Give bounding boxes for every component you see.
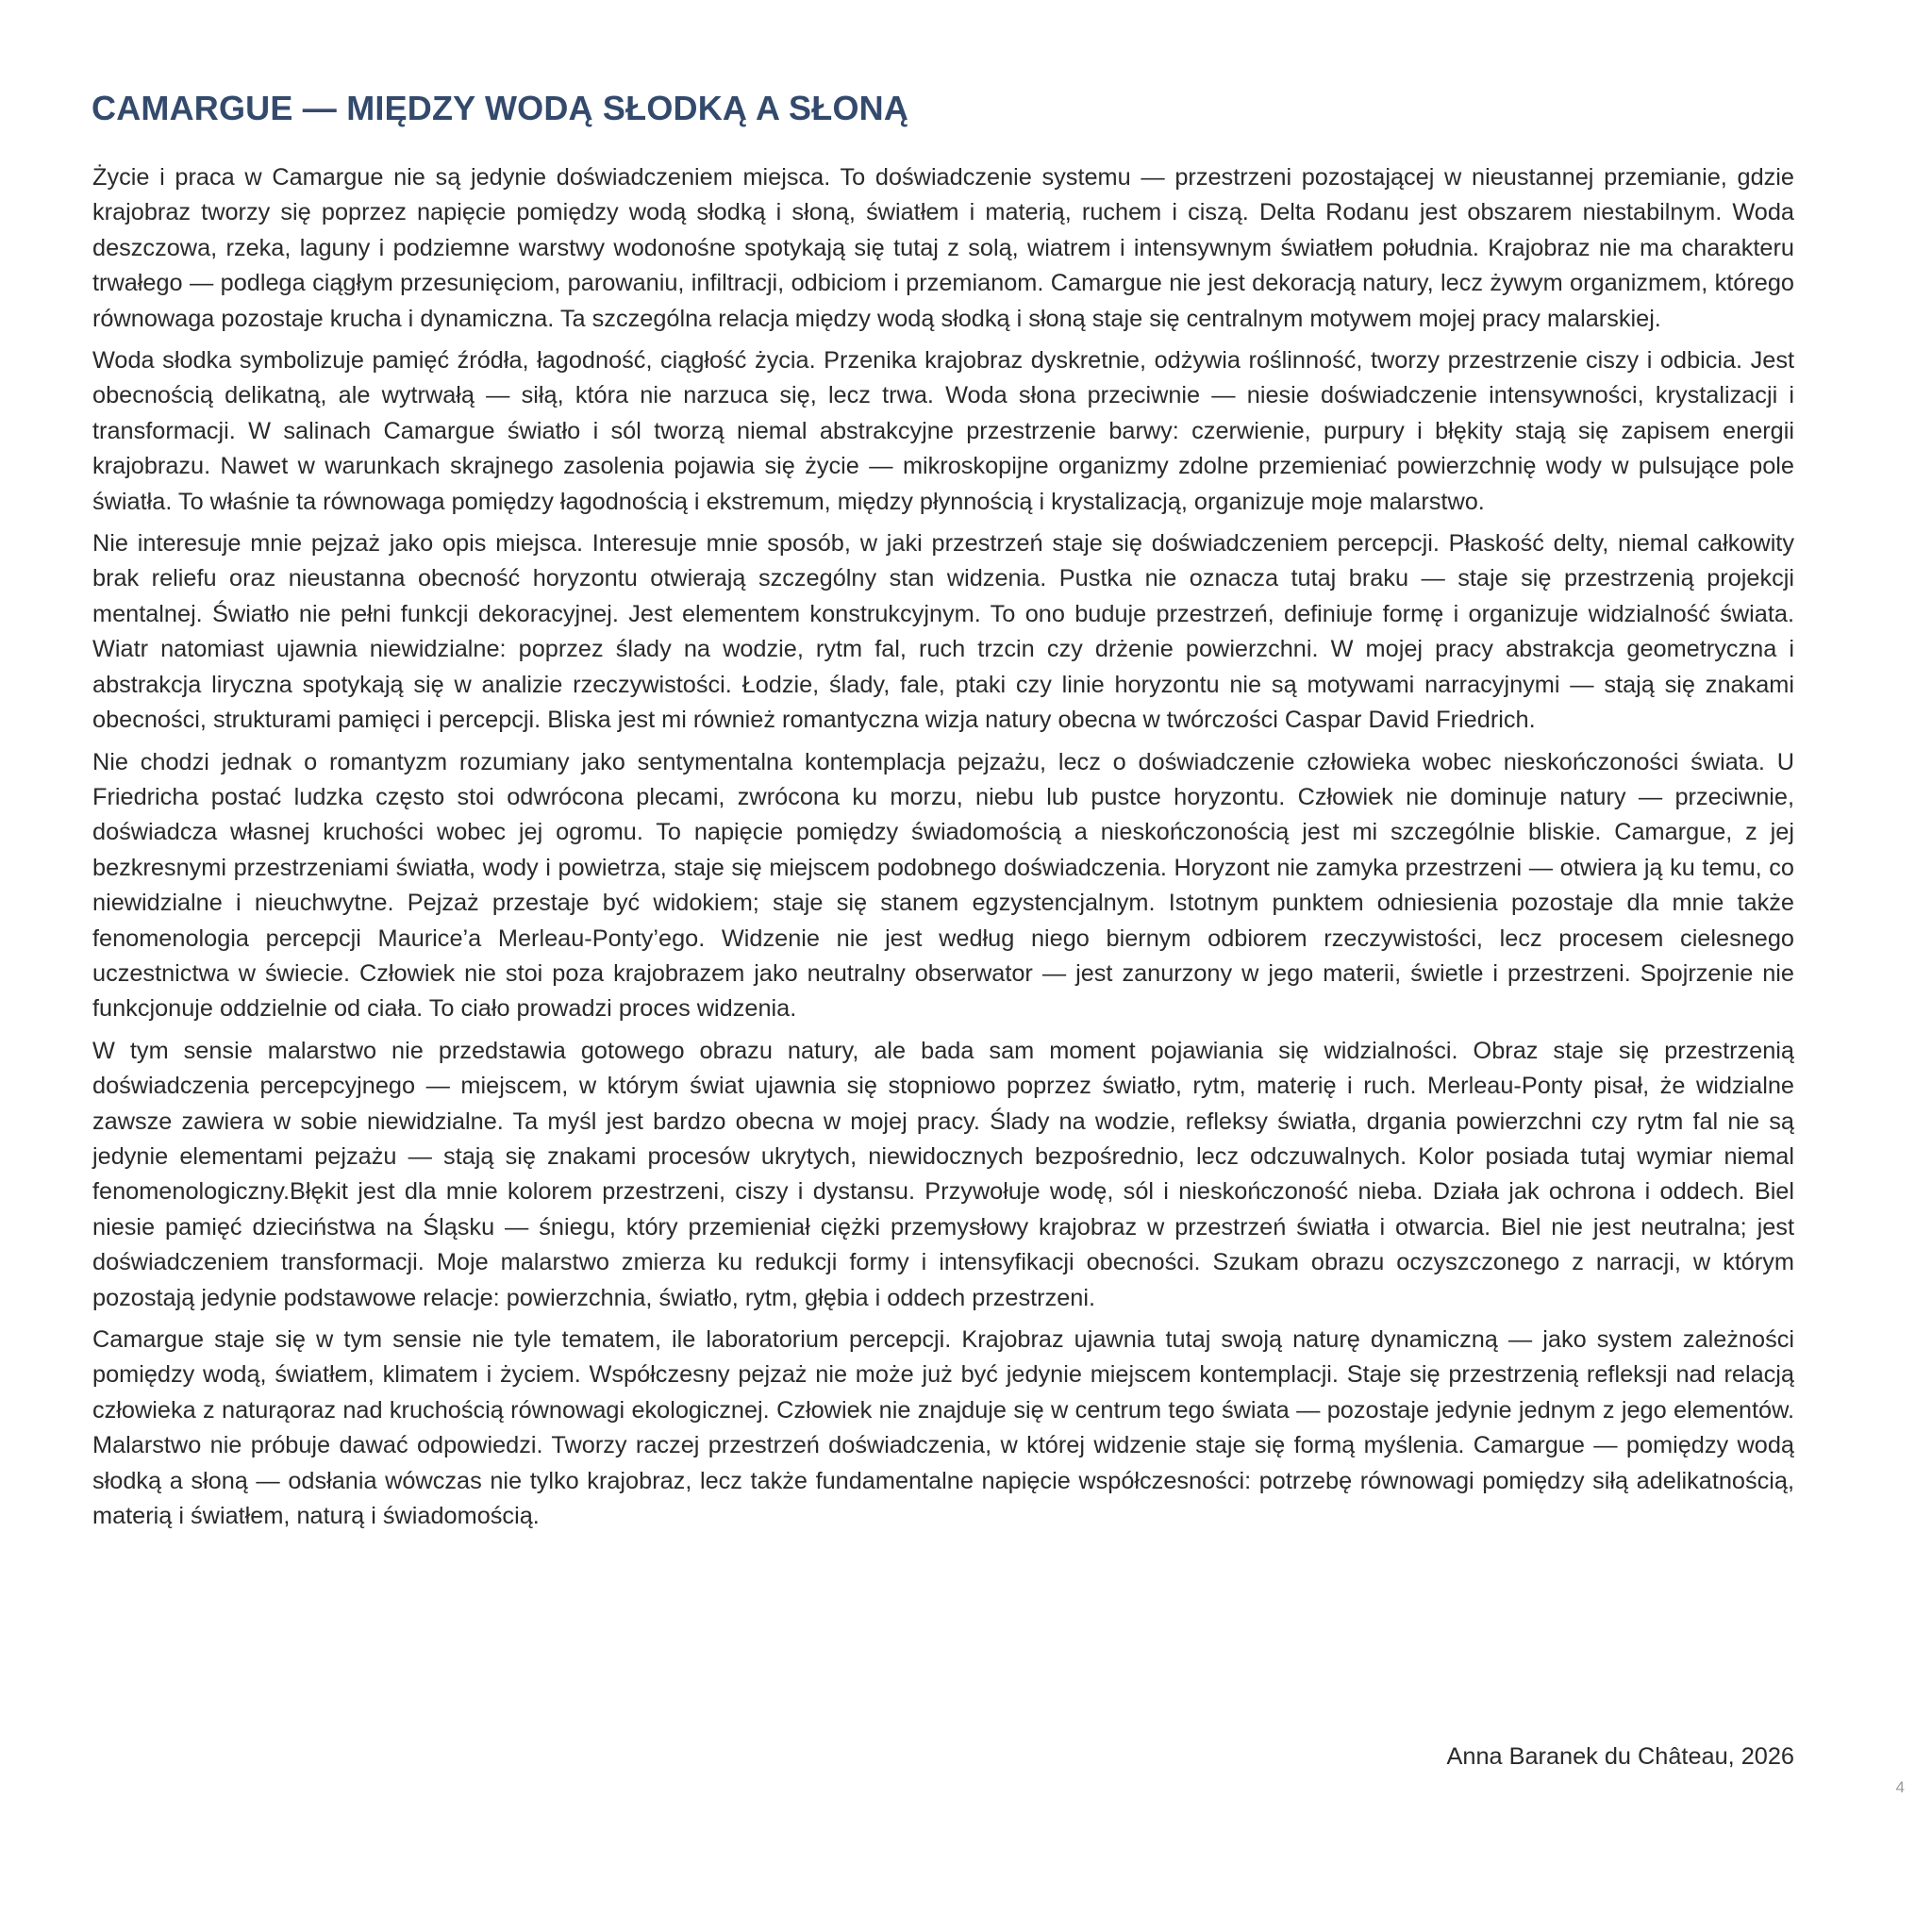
paragraph-6: Camargue staje się w tym sensie nie tyle tematem, ile laboratorium percepcji. Krajobraz ujawnia tutaj swoją naturę dynamiczną — jako system zależności pomiędzy wodą, światłem, klimatem i życiem. Współczesny pejzaż nie może już być jedynie miejscem kontemplacji. Staje się przestrzenią refleksji nad relacją człowieka z naturąoraz nad kruchością równowagi ekologicznej. Człowiek nie znajduje się w centrum tego świata — pozostaje jedynie jednym z jego elementów. Malarstwo nie próbuje dawać odpowiedzi. Tworzy raczej przestrzeń doświadczenia, w której widzenie staje się formą myślenia. Camargue — pomiędzy wodą słodką a słoną — odsłania wówczas nie tylko krajobraz, lecz także fundamentalne napięcie współczesności: potrzebę równowagi pomiędzy siłą adelikatnością, materią i światłem, naturą i świadomością. bbox=[92, 1326, 1794, 1530]
author-signature: Anna Baranek du Château, 2026 bbox=[1446, 1743, 1794, 1770]
paragraph-4: Nie chodzi jednak o romantyzm rozumiany jako sentymentalna kontemplacja pejzażu, lecz o doświadczenie człowieka wobec nieskończoności świata. U Friedricha postać ludzka często stoi odwrócona plecami, zwrócona ku morzu, niebu lub pustce horyzontu. Człowiek nie dominuje natury — przeciwnie, doświadcza własnej kruchości wobec jej ogromu. To napięcie pomiędzy świadomością a nieskończonością jest mi szczególnie bliskie. Camargue, z jej bezkresnymi przestrzeniami światła, wody i powietrza, staje się miejscem podobnego doświadczenia. Horyzont nie zamyka przestrzeni — otwiera ją ku temu, co niewidzialne i nieuchwytne. Pejzaż przestaje być widokiem; staje się stanem egzystencjalnym. Istotnym punktem odniesienia pozostaje dla mnie także fenomenologia percepcji Maurice’a Merleau-Ponty’ego. Widzenie nie jest według niego biernym odbiorem rzeczywistości, lecz procesem cielesnego uczestnictwa w świecie. Człowiek nie stoi poza krajobrazem jako neutralny obserwator — jest zanurzony w jego materii, świetle i przestrzeni. Spojrzenie nie funkcjonuje oddzielnie od ciała. To ciało prowadzi proces widzenia. bbox=[92, 748, 1794, 1023]
paragraph-3: Nie interesuje mnie pejzaż jako opis miejsca. Interesuje mnie sposób, w jaki przestrzeń staje się doświadczeniem percepcji. Płaskość delty, niemal całkowity brak reliefu oraz nieustanna obecność horyzontu otwierają szczególny stan widzenia. Pustka nie oznacza tutaj braku — staje się przestrzenią projekcji mentalnej. Światło nie pełni funkcji dekoracyjnej. Jest elementem konstrukcyjnym. To ono buduje przestrzeń, definiuje formę i organizuje widzialność świata. Wiatr natomiast ujawnia niewidzialne: poprzez ślady na wodzie, rytm fal, ruch trzcin czy drżenie powierzchni. W mojej pracy abstrakcja geometryczna i abstrakcja liryczna spotykają się w analizie rzeczywistości. Łodzie, ślady, fale, ptaki czy linie horyzontu nie są motywami narracyjnymi — stają się znakami obecności, strukturami pamięci i percepcji. Bliska jest mi również romantyczna wizja natury obecna w twórczości Caspar David Friedrich. bbox=[92, 530, 1794, 734]
paragraph-5: W tym sensie malarstwo nie przedstawia gotowego obrazu natury, ale bada sam moment pojawiania się widzialności. Obraz staje się przestrzenią doświadczenia percepcyjnego — miejscem, w którym świat ujawnia się stopniowo poprzez światło, rytm, materię i ruch. Merleau-Ponty pisał, że widzialne zawsze zawiera w sobie niewidzialne. Ta myśl jest bardzo obecna w mojej pracy. Ślady na wodzie, refleksy światła, drgania powierzchni czy rytm fal nie są jedynie elementami pejzażu — stają się znakami procesów ukrytych, niewidocznych bezpośrednio, lecz odczuwalnych. Kolor posiada tutaj wymiar niemal fenomenologiczny.Błękit jest dla mnie kolorem przestrzeni, ciszy i dystansu. Przywołuje wodę, sól i nieskończoność nieba. Działa jak ochrona i oddech. Biel niesie pamięć dzieciństwa na Śląsku — śniegu, który przemieniał ciężki przemysłowy krajobraz w przestrzeń światła i otwarcia. Biel nie jest neutralna; jest doświadczeniem transformacji. Moje malarstwo zmierza ku redukcji formy i intensyfikacji obecności. Szukam obrazu oczyszczonego z narracji, w którym pozostają jedynie podstawowe relacje: powierzchnia, światło, rytm, głębia i oddech przestrzeni. bbox=[92, 1037, 1794, 1311]
page-title: CAMARGUE — MIĘDZY WODĄ SŁODKĄ A SŁONĄ bbox=[92, 89, 909, 127]
page-number: 4 bbox=[1895, 1778, 1905, 1796]
paragraph-2: Woda słodka symbolizuje pamięć źródła, łagodność, ciągłość życia. Przenika krajobraz dyskretnie, odżywia roślinność, tworzy przestrzenie ciszy i odbicia. Jest obecnością delikatną, ale wytrwałą — siłą, która nie narzuca się, lecz trwa. Woda słona przeciwnie — niesie doświadczenie intensywności, krystalizacji i transformacji. W salinach Camargue światło i sól tworzą niemal abstrakcyjne przestrzenie barwy: czerwienie, purpury i błękity stają się zapisem energii krajobrazu. Nawet w warunkach skrajnego zasolenia pojawia się życie — mikroskopijne organizmy zdolne przemieniać powierzchnię wody w pulsujące pole światła. To właśnie ta równowaga pomiędzy łagodnością i ekstremum, między płynnością i krystalizacją, organizuje moje malarstwo. bbox=[92, 347, 1794, 515]
paragraph-1: Życie i praca w Camargue nie są jedynie doświadczeniem miejsca. To doświadczenie systemu — przestrzeni pozostającej w nieustannej przemianie, gdzie krajobraz tworzy się poprzez napięcie pomiędzy wodą słodką i słoną, światłem i materią, ruchem i ciszą. Delta Rodanu jest obszarem niestabilnym. Woda deszczowa, rzeka, laguny i podziemne warstwy wodonośne spotykają się tutaj z solą, wiatrem i intensywnym światłem południa. Krajobraz nie ma charakteru trwałego — podlega ciągłym przesunięciom, parowaniu, infiltracji, odbiciom i przemianom. Camargue nie jest dekoracją natury, lecz żywym organizmem, którego równowaga pozostaje krucha i dynamiczna. Ta szczególna relacja między wodą słodką i słoną staje się centralnym motywem mojej pracy malarskiej. bbox=[92, 164, 1794, 332]
body-text bbox=[92, 160, 1794, 1541]
